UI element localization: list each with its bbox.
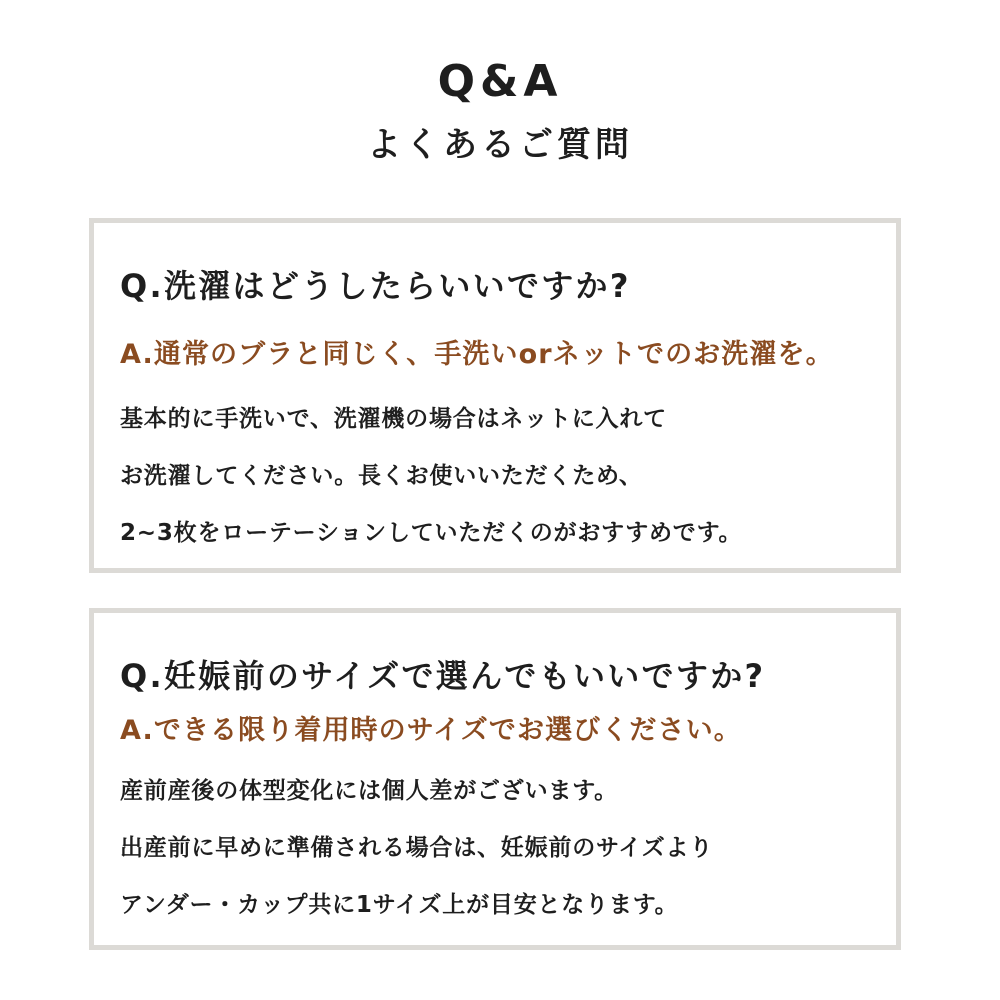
faq-details: [120, 763, 713, 934]
faq-detail-line: 基本的に手洗いで、洗濯機の場合はネットに入れて: [120, 406, 667, 432]
faq-answer: A.できる限り着用時のサイズでお選びください。: [120, 715, 742, 746]
faq-question: Q.妊娠前のサイズで選んでもいいですか?: [120, 657, 766, 695]
faq-detail-line: アンダー・カップ共に1サイズ上が目安となります。: [120, 892, 679, 918]
faq-card: [89, 608, 901, 950]
faq-question: Q.洗濯はどうしたらいいですか?: [120, 267, 631, 305]
page-title: Q&A: [437, 56, 563, 107]
faq-details: [120, 391, 742, 562]
faq-answer: A.通常のブラと同じく、手洗いorネットでのお洗濯を。: [120, 339, 834, 370]
faq-detail-line: お洗濯してください。長くお使いいただくため、: [120, 463, 643, 489]
faq-detail-line: 出産前に早めに準備される場合は、妊娠前のサイズより: [120, 835, 714, 861]
faq-card: [89, 218, 901, 573]
page-subtitle: よくあるご質問: [367, 125, 633, 165]
faq-detail-line: 2~3枚をローテーションしていただくのがおすすめです。: [120, 520, 743, 546]
faq-detail-line: 産前産後の体型変化には個人差がございます。: [120, 778, 618, 804]
